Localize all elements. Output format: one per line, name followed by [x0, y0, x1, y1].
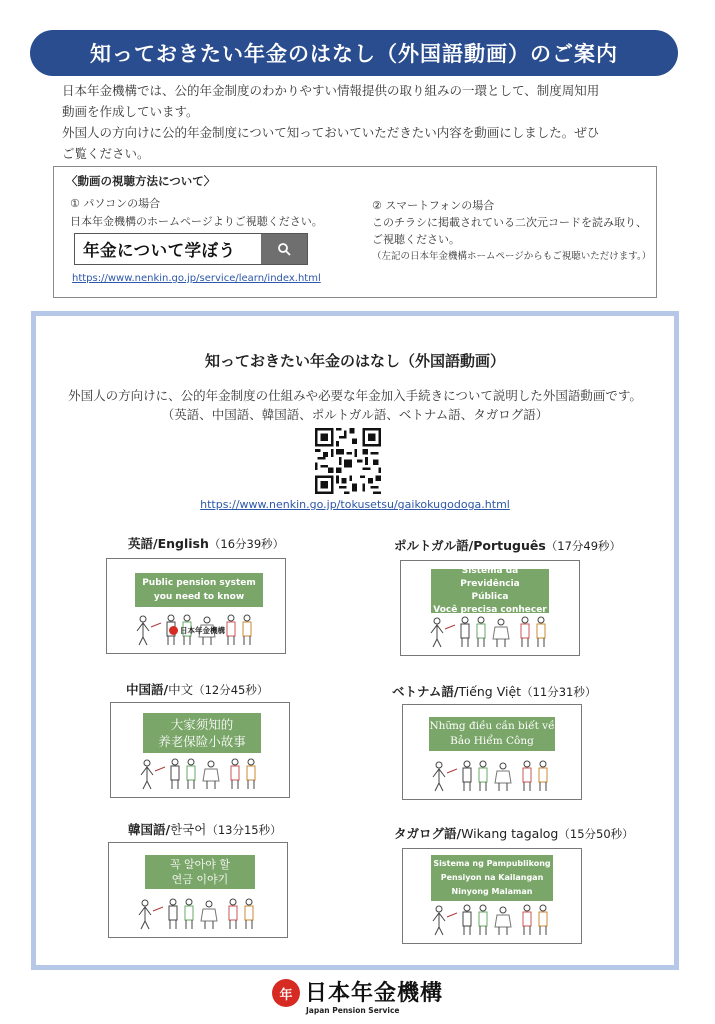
videos-description	[36, 386, 674, 424]
smartphone-line: このチラシに掲載されている二次元コードを読み取り、	[372, 216, 647, 229]
video-thumbnail-english[interactable]	[106, 558, 286, 654]
videos-section	[31, 311, 679, 970]
intro-line: ご覧ください。	[62, 146, 150, 161]
thumb-logo-text: 日本年金機構	[180, 626, 225, 635]
qr-code-icon[interactable]	[315, 428, 381, 494]
video-label-portuguese: ポルトガル語/Português（17分49秒）	[394, 538, 622, 553]
people-illustration-icon	[431, 757, 555, 793]
video-thumbnail-tagalog[interactable]	[402, 848, 582, 944]
videos-desc-line: （英語、中国語、韓国語、ポルトガル語、ベトナム語、タガログ語）	[161, 407, 549, 422]
video-lang-ja: ベトナム語	[392, 684, 454, 699]
people-illustration-icon	[139, 755, 263, 791]
search-box-illustration	[74, 233, 308, 265]
thumb-logo	[169, 625, 225, 636]
people-illustration-icon	[431, 901, 555, 937]
page-title: 知っておきたい年金のはなし（外国語動画）のご案内	[90, 42, 618, 66]
smartphone-instructions	[372, 197, 652, 265]
video-duration: （13分15秒）	[206, 823, 282, 837]
video-lang-ja: 韓国語	[128, 822, 166, 837]
video-label-vietnamese: ベトナム語/Tiếng Việt（11分31秒）	[392, 684, 597, 699]
jps-logo-mark: 年	[272, 979, 300, 1007]
jps-logo-name: 日本年金機構	[305, 981, 444, 1006]
page-title-banner	[30, 30, 678, 76]
videos-title: 知っておきたい年金のはなし（外国語動画）	[204, 352, 505, 370]
video-duration: （17分49秒）	[545, 539, 622, 553]
video-thumbnail-korean[interactable]	[108, 842, 288, 938]
videos-desc-line: 外国人の方向けに、公的年金制度の仕組みや必要な年金加入手続きについて説明した外国語動画です。	[68, 388, 642, 403]
people-illustration-icon	[429, 613, 553, 649]
video-label-tagalog: タガログ語/Wikang tagalog（15分50秒）	[394, 826, 634, 841]
video-thumb-title: Public pension system you need to know	[135, 573, 263, 607]
pc-text: 日本年金機構のホームページよりご視聴ください。	[70, 215, 323, 228]
video-label-english: 英語/English（16分39秒）	[128, 536, 285, 551]
jps-logo-en: Japan Pension Service	[306, 1006, 400, 1015]
video-thumbnail-portuguese[interactable]	[400, 560, 580, 656]
video-lang-native: 한국어	[170, 822, 207, 837]
video-lang-native: Tiếng Việt	[458, 684, 522, 699]
video-lang-ja: 中国語	[126, 682, 164, 697]
viewing-method-box	[53, 166, 657, 298]
intro-text	[62, 80, 662, 164]
jps-logo	[272, 976, 447, 1020]
viewing-method-title: 〈動画の視聴方法について〉	[66, 174, 216, 188]
intro-line: 動画を作成しています。	[62, 104, 199, 119]
pc-instructions	[70, 195, 350, 231]
videos-url-link[interactable]: https://www.nenkin.go.jp/tokusetsu/gaikokugodoga.html	[200, 498, 510, 511]
video-thumbnail-vietnamese[interactable]	[402, 704, 582, 800]
video-duration: （12分45秒）	[193, 683, 269, 697]
video-lang-native: Wikang tagalog	[461, 826, 559, 841]
video-lang-ja: ポルトガル語	[394, 538, 469, 553]
video-lang-native: English	[157, 536, 209, 551]
video-lang-native: Português	[473, 538, 546, 553]
search-keyword: 年金について学ぼう	[75, 234, 261, 264]
video-thumb-title: Sistema ng Pampublikong Pensiyon na Kailangan Ninyong Malaman	[431, 855, 553, 901]
video-thumb-title: 大家须知的 养老保险小故事	[143, 713, 261, 753]
intro-line: 外国人の方向けに公的年金制度について知っておいていただきたい内容を動画にしました。ぜひ	[62, 125, 600, 140]
video-duration: （16分39秒）	[208, 537, 285, 551]
video-label-chinese: 中国語/中文（12分45秒）	[126, 682, 269, 697]
video-thumb-title: Sistema da Previdência Pública Você precisa conhecer	[431, 569, 549, 613]
video-lang-ja: タガログ語	[394, 826, 457, 841]
intro-line: 日本年金機構では、公的年金制度のわかりやすい情報提供の取り組みの一環として、制度周知用	[62, 83, 600, 98]
pc-heading: ① パソコンの場合	[70, 197, 161, 210]
video-thumbnail-chinese[interactable]	[110, 702, 290, 798]
video-thumb-title: Những điều cần biết về Bảo Hiểm Công	[429, 717, 555, 751]
smartphone-heading: ② スマートフォンの場合	[372, 199, 495, 212]
people-illustration-icon	[137, 895, 261, 931]
video-lang-ja: 英語	[128, 536, 154, 551]
video-duration: （11分31秒）	[521, 685, 597, 699]
video-label-korean: 韓国語/한국어（13分15秒）	[128, 822, 282, 837]
smartphone-line: ご視聴ください。	[372, 233, 460, 246]
video-lang-native: 中文	[168, 682, 194, 697]
video-thumb-title: 꼭 알아야 할 연금 이야기	[145, 855, 255, 889]
smartphone-note: （左記の日本年金機構ホームページからもご視聴いただけます。）	[372, 251, 652, 262]
video-duration: （15分50秒）	[558, 827, 634, 841]
pc-url-link[interactable]: https://www.nenkin.go.jp/service/learn/index.html	[72, 273, 321, 284]
search-icon	[261, 234, 307, 264]
